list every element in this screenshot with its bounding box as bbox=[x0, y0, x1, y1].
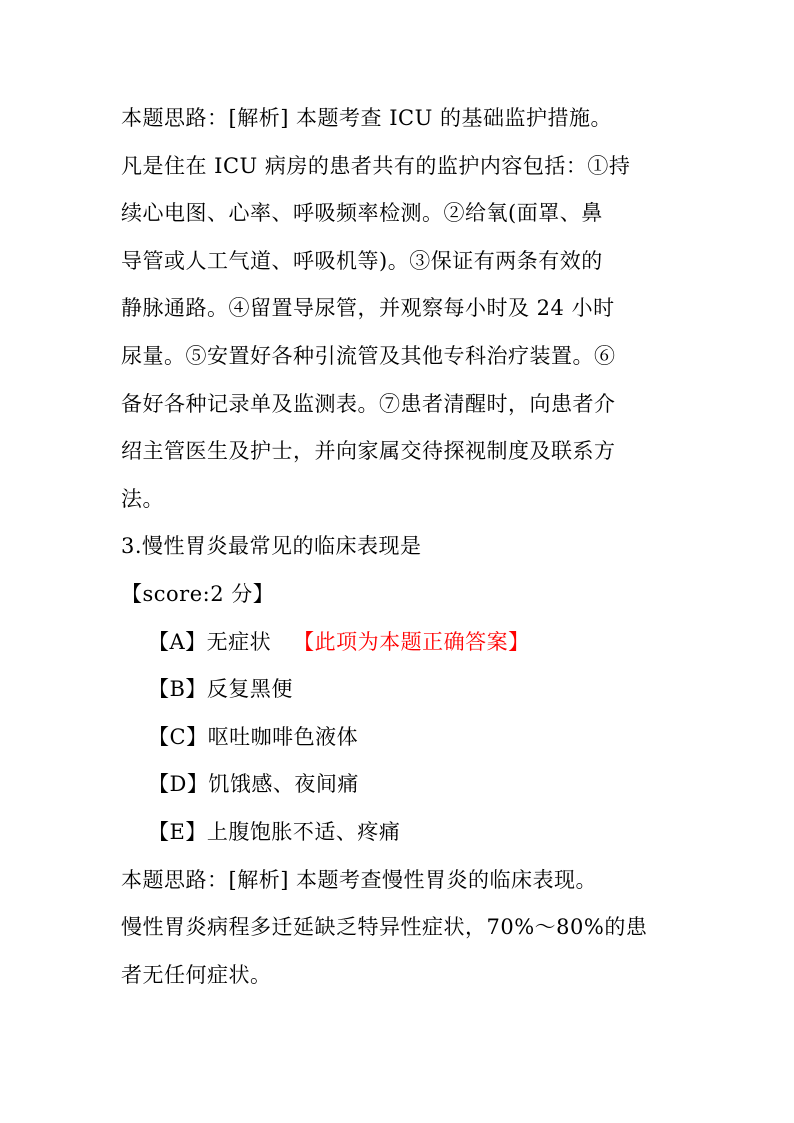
analysis-line: 续心电图、心率、呼吸频率检测。②给氧(面罩、鼻 bbox=[121, 201, 603, 226]
document-page bbox=[121, 95, 681, 999]
correct-answer-marker: 【此项为本题正确答案】 bbox=[293, 629, 530, 654]
analysis-line: 法。 bbox=[121, 486, 164, 511]
analysis-line: 静脉通路。④留置导尿管，并观察每小时及 24 小时 bbox=[121, 296, 615, 321]
analysis-line: 者无任何症状。 bbox=[121, 962, 272, 987]
analysis-line: 导管或人工气道、呼吸机等)。③保证有两条有效的 bbox=[121, 248, 603, 273]
question-score: 【score:2 分】 bbox=[121, 581, 275, 606]
option-c bbox=[121, 714, 681, 762]
answer-analysis bbox=[121, 857, 681, 1000]
analysis-line: 凡是住在 ICU 病房的患者共有的监护内容包括：①持 bbox=[121, 153, 631, 178]
analysis-line: 本题思路：[解析] 本题考查慢性胃炎的临床表现。 bbox=[121, 867, 598, 892]
previous-analysis bbox=[121, 95, 681, 523]
analysis-line: 绍主管医生及护士，并向家属交待探视制度及联系方 bbox=[121, 439, 616, 464]
analysis-line: 慢性胃炎病程多迁延缺乏特异性症状，70%～80%的患 bbox=[121, 915, 648, 940]
option-e bbox=[121, 809, 681, 857]
option-label: 【B】反复黑便 bbox=[148, 677, 293, 702]
option-b bbox=[121, 666, 681, 714]
analysis-line: 本题思路：[解析] 本题考查 ICU 的基础监护措施。 bbox=[121, 106, 612, 130]
option-label: 【C】呕吐咖啡色液体 bbox=[148, 724, 359, 749]
option-a bbox=[121, 619, 681, 667]
option-label: 【E】上腹饱胀不适、疼痛 bbox=[148, 819, 401, 844]
option-d bbox=[121, 761, 681, 809]
analysis-line: 备好各种记录单及监测表。⑦患者清醒时，向患者介 bbox=[121, 391, 616, 416]
option-label: 【D】饥饿感、夜间痛 bbox=[148, 772, 359, 797]
option-label: 【A】无症状 bbox=[148, 629, 272, 654]
question-block bbox=[121, 523, 681, 856]
question-title: 3.慢性胃炎最常见的临床表现是 bbox=[121, 534, 422, 559]
analysis-line: 尿量。⑤安置好各种引流管及其他专科治疗装置。⑥ bbox=[121, 343, 616, 368]
